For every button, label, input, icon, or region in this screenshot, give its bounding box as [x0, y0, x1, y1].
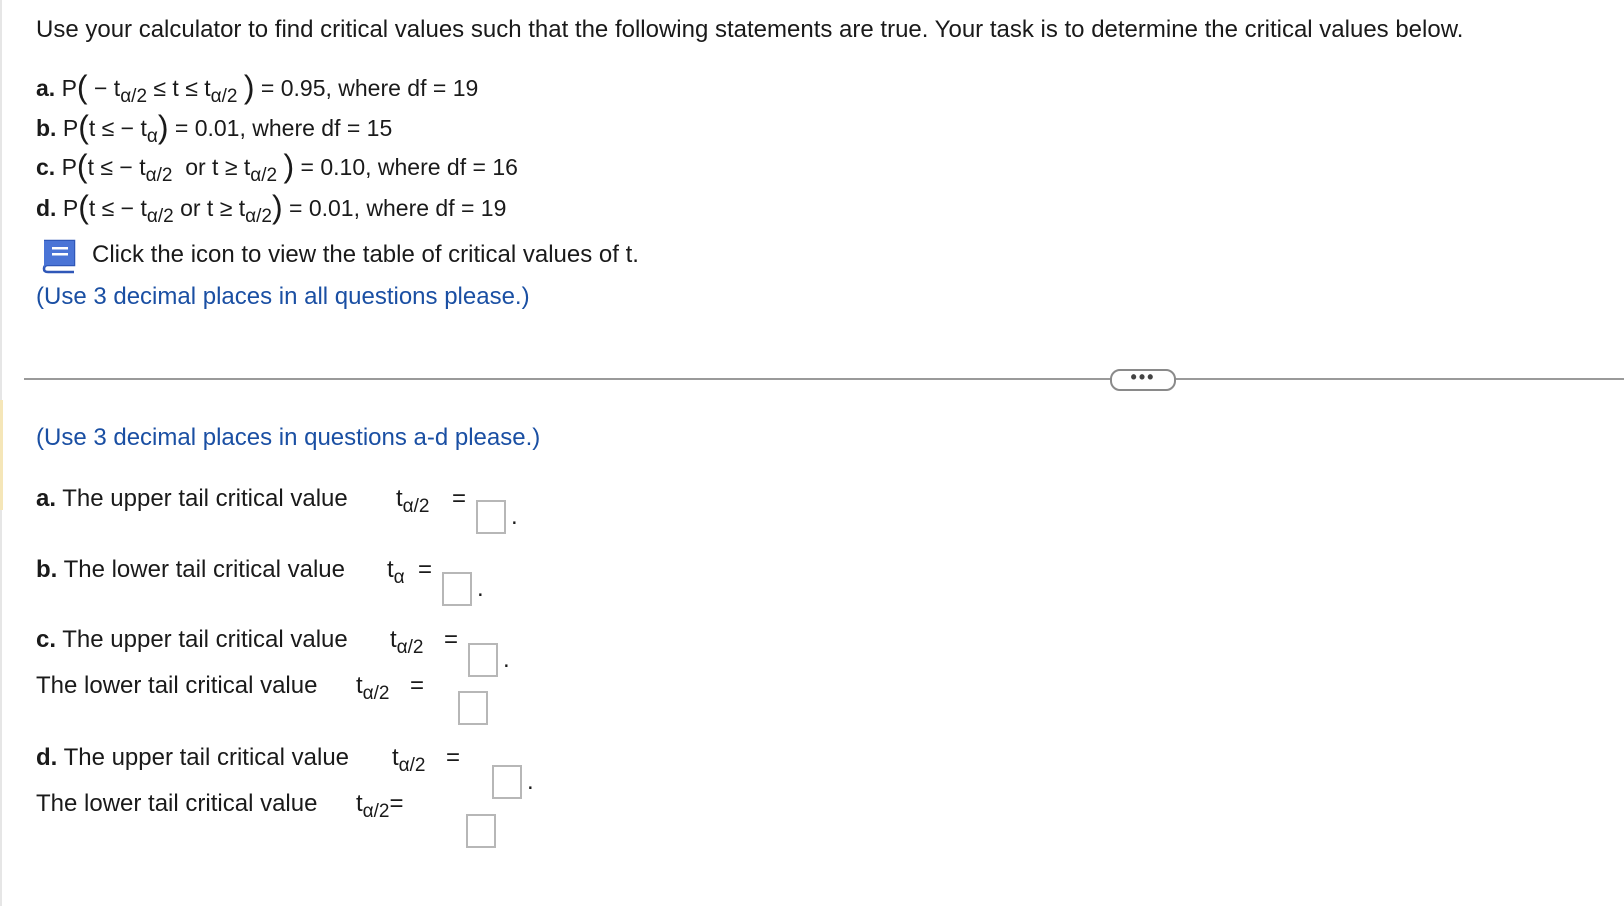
question-b: b. The lower tail critical value: [36, 556, 345, 583]
equals-sign: =: [446, 744, 461, 771]
icon-instruction: Click the icon to view the table of critical values of t.: [92, 241, 639, 268]
statement-c: c. P(t ≤ − $t_{\alpha/2}$ or $t \ge t_{\alpha/2}$ ) = 0.10, where df = 16: [36, 148, 518, 186]
question-c-upper: c. The upper tail critical value: [36, 626, 348, 653]
statement-a-prob: = 0.95, where df = 19: [260, 75, 479, 101]
t-alpha-half-c-lower: $t_{\alpha/2}$: [356, 672, 390, 704]
equals-sign: =: [418, 556, 433, 583]
t-alpha-b: $t_\alpha$: [387, 556, 405, 588]
question-d-upper: d. The upper tail critical value: [36, 744, 350, 771]
period: .: [527, 768, 534, 795]
equals-sign: =: [444, 626, 459, 653]
t-alpha-half-d-lower: $t_{\alpha/2}=$: [356, 790, 404, 822]
period: .: [477, 575, 484, 602]
statement-b: b. P(t ≤ − $t_\alpha) = 0.01$, where df = 15: [36, 109, 393, 147]
answer-c-upper-input[interactable]: [468, 643, 498, 677]
left-accent: [0, 400, 3, 510]
section-divider: [24, 378, 1624, 380]
statement-d: d. P(t ≤ − $t_{\alpha/2}$ or $t \ge t_{\alpha/2}) = 0.01$, where df = 19: [36, 189, 507, 227]
period: .: [511, 503, 518, 530]
question-c-lower: The lower tail critical value: [36, 672, 318, 699]
t-alpha-half-d-upper: $t_{\alpha/2}$: [392, 744, 426, 776]
answer-d-lower-input[interactable]: [466, 814, 496, 848]
question-d-lower: The lower tail critical value: [36, 790, 318, 817]
statement-b-prob: = 0.01, where df = 15: [174, 115, 393, 141]
answer-d-upper-input[interactable]: [492, 765, 522, 799]
statement-c-prob: = 0.10, where df = 16: [300, 154, 518, 180]
t-alpha-half-a: $t_{\alpha/2}$: [396, 485, 430, 517]
answer-a-input[interactable]: [476, 500, 506, 534]
question-a: a. The upper tail critical value: [36, 485, 348, 512]
answer-c-lower-input[interactable]: [458, 691, 488, 725]
t-alpha-half-c-upper: $t_{\alpha/2}$: [390, 626, 424, 658]
answer-b-input[interactable]: [442, 572, 472, 606]
equals-sign: =: [410, 672, 425, 699]
book-icon[interactable]: [38, 238, 78, 274]
equals-sign: =: [452, 485, 467, 512]
note-bottom: (Use 3 decimal places in questions a-d please.): [36, 424, 541, 451]
statement-d-prob: = 0.01, where df = 19: [289, 195, 507, 221]
more-button[interactable]: •••: [1110, 369, 1176, 391]
statement-a: a. $P( - t_{\alpha/2} \le t \le t_{\alpha/2}$ ) = 0.95, where df = 19: [36, 69, 479, 107]
period: .: [503, 646, 510, 673]
note-top: (Use 3 decimal places in all questions please.): [36, 283, 530, 310]
instruction-text: Use your calculator to find critical values such that the following statements are true. Your task is to determine the critical values below.: [36, 16, 1464, 43]
